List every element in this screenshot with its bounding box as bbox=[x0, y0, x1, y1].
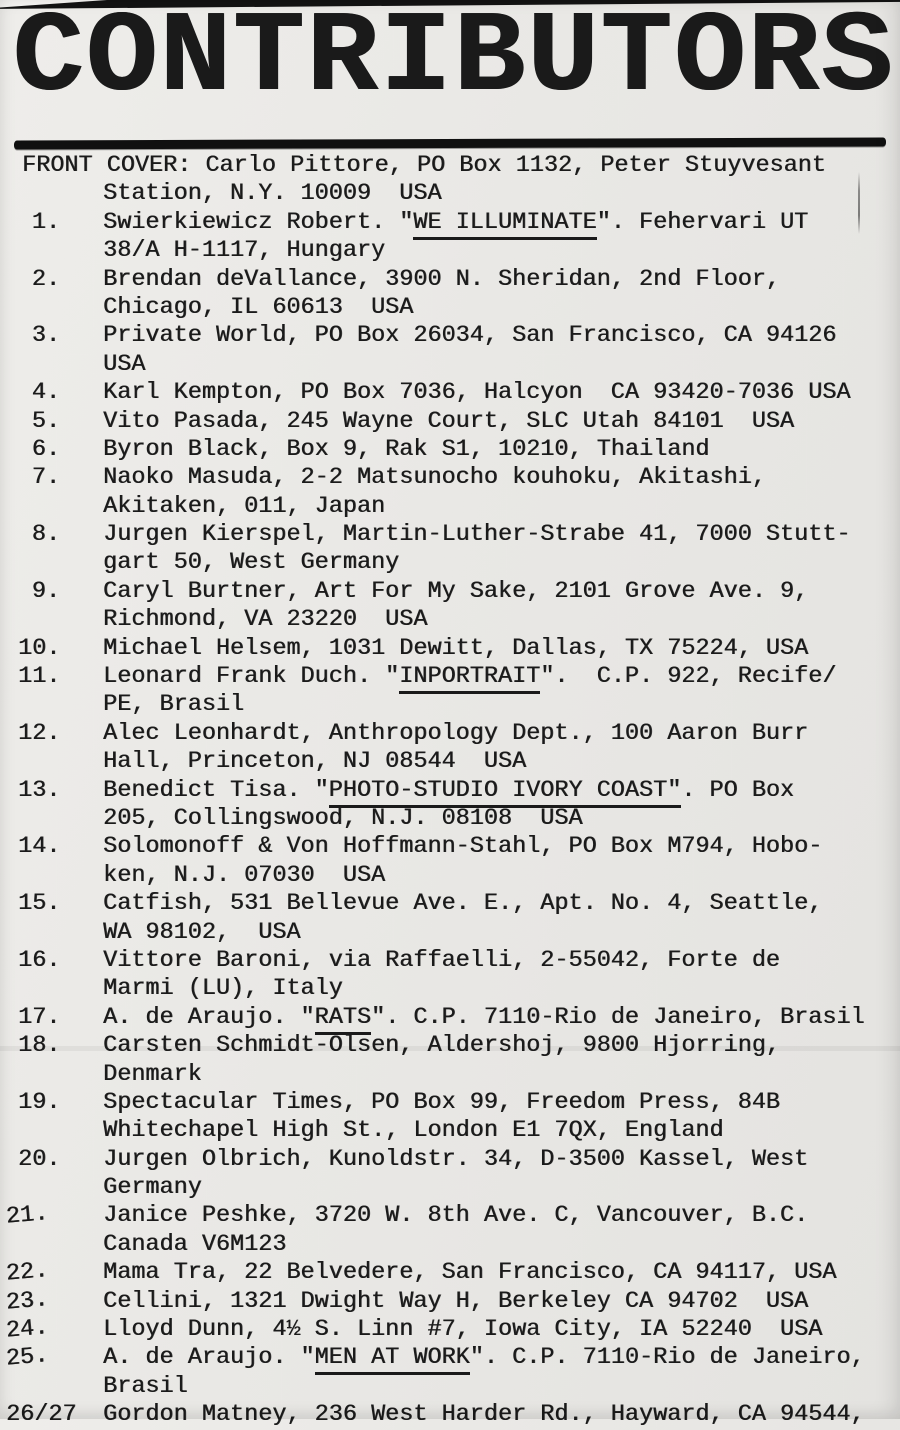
address-line: Hall, Princeton, NJ 08544 USA bbox=[103, 748, 527, 776]
address-line: Vittore Baroni, via Raffaelli, 2-55042, Forte de bbox=[103, 946, 780, 974]
entry-number: 17. bbox=[18, 1003, 61, 1031]
entry-number: 21. bbox=[4, 1200, 50, 1232]
contributor-entry bbox=[0, 1032, 900, 1089]
entry-number: 18. bbox=[18, 1032, 61, 1060]
address-line: PE, Brasil bbox=[103, 691, 245, 719]
title-divider-rule bbox=[14, 137, 886, 149]
contributor-entry bbox=[0, 635, 900, 663]
contributor-entry bbox=[0, 947, 900, 1004]
contributor-entry bbox=[0, 1316, 900, 1344]
address-line: Karl Kempton, PO Box 7036, Halcyon CA 93420-7036 USA bbox=[103, 379, 851, 407]
address-line: Caryl Burtner, Art For My Sake, 2101 Grove Ave. 9, bbox=[103, 577, 809, 605]
entry-number: 24. bbox=[4, 1314, 50, 1345]
entry-number: 3. bbox=[31, 322, 60, 350]
contributor-entry bbox=[0, 1004, 900, 1032]
address-line: A. de Araujo. "MEN AT WORK". C.P. 7110-Rio de Janeiro, bbox=[103, 1344, 900, 1372]
address-line: Brasil bbox=[103, 1372, 188, 1400]
address-line: Leonard Frank Duch. "INPORTRAIT". C.P. 922, Recife/ bbox=[103, 663, 900, 691]
entry-number: 16. bbox=[18, 946, 61, 974]
address-line: Catfish, 531 Bellevue Ave. E., Apt. No. 4, Seattle, bbox=[103, 890, 823, 918]
address-line: Whitechapel High St., London E1 7QX, England bbox=[103, 1117, 724, 1145]
contributor-entry bbox=[0, 1285, 900, 1317]
address-line: ken, N.J. 07030 USA bbox=[103, 861, 386, 889]
contributor-entry bbox=[0, 408, 900, 436]
entry-number: 9. bbox=[31, 577, 60, 605]
entry-number: 2. bbox=[31, 265, 60, 293]
contributor-entry bbox=[0, 266, 900, 323]
address-line: Lloyd Dunn, 4½ S. Linn #7, Iowa City, IA 52240 USA bbox=[103, 1316, 823, 1344]
address-line: Janice Peshke, 3720 W. 8th Ave. C, Vancouver, B.C. bbox=[103, 1202, 809, 1230]
entry-number: 11. bbox=[18, 663, 61, 691]
address-line: Naoko Masuda, 2-2 Matsunocho kouhoku, Akitashi, bbox=[103, 464, 766, 492]
entry-number: 22. bbox=[4, 1257, 50, 1289]
contributor-entry bbox=[0, 1146, 900, 1203]
contributor-entry bbox=[0, 209, 900, 266]
entry-number: 13. bbox=[18, 776, 61, 804]
address-line: Jurgen Kierspel, Martin-Luther-Strabe 41, 7000 Stutt- bbox=[103, 521, 851, 549]
contributor-entry bbox=[0, 1259, 900, 1287]
address-line: WA 98102, USA bbox=[103, 918, 301, 946]
entry-number: 19. bbox=[18, 1088, 61, 1116]
entry-number: 12. bbox=[18, 719, 61, 747]
address-line: Michael Helsem, 1031 Dewitt, Dallas, TX 75224, USA bbox=[103, 634, 809, 662]
contributor-entry bbox=[0, 578, 900, 635]
address-line: Denmark bbox=[103, 1060, 202, 1088]
address-line: Jurgen Olbrich, Kunoldstr. 34, D-3500 Kassel, West bbox=[103, 1145, 809, 1173]
entry-number: 5. bbox=[31, 407, 60, 435]
contributor-entry bbox=[0, 833, 900, 890]
entry-number: 20. bbox=[18, 1145, 61, 1173]
entry-number: 23. bbox=[4, 1285, 50, 1317]
address-line: FRONT COVER: Carlo Pittore, PO Box 1132, Peter Stuyvesant bbox=[22, 152, 826, 179]
contributor-list bbox=[0, 152, 900, 1430]
address-line: USA bbox=[103, 350, 146, 378]
address-line: Alec Leonhardt, Anthropology Dept., 100 Aaron Burr bbox=[103, 719, 809, 747]
contributor-entry bbox=[0, 890, 900, 947]
address-line: Swierkiewicz Robert. "WE ILLUMINATE". Fehervari UT bbox=[103, 209, 900, 237]
address-line: Carsten Schmidt-Olsen, Aldershoj, 9800 Hjorring, bbox=[103, 1032, 780, 1060]
contributor-entry bbox=[0, 379, 900, 407]
entry-number: 10. bbox=[18, 634, 61, 662]
entry-number: 14. bbox=[18, 833, 61, 861]
entry-number: 26/27 bbox=[6, 1401, 77, 1429]
address-line: Mama Tra, 22 Belvedere, San Francisco, CA 94117, USA bbox=[103, 1259, 837, 1287]
entry-number: 1. bbox=[31, 208, 60, 236]
contributor-entry bbox=[0, 521, 900, 578]
contributor-entry bbox=[0, 436, 900, 464]
page-title: CONTRIBUTORS bbox=[12, 0, 895, 125]
address-line: Private World, PO Box 26034, San Francisco, CA 94126 bbox=[103, 322, 837, 350]
address-line: Station, N.Y. 10009 USA bbox=[103, 180, 442, 208]
address-line: Chicago, IL 60613 USA bbox=[103, 293, 414, 321]
contributor-entry-front-cover bbox=[0, 152, 900, 209]
contributor-entry bbox=[0, 720, 900, 777]
address-line: gart 50, West Germany bbox=[103, 549, 400, 577]
entry-number: 7. bbox=[31, 464, 60, 492]
address-line: 38/A H-1117, Hungary bbox=[103, 237, 386, 265]
address-line: Gordon Matney, 236 West Harder Rd., Hayward, CA 94544, bbox=[103, 1401, 865, 1429]
contributor-entry bbox=[0, 1344, 900, 1401]
entry-number: 6. bbox=[31, 435, 60, 463]
contributor-entry bbox=[0, 663, 900, 720]
address-line: Vito Pasada, 245 Wayne Court, SLC Utah 84101 USA bbox=[103, 407, 795, 435]
address-line: Germany bbox=[103, 1174, 202, 1202]
contributor-entry bbox=[0, 1089, 900, 1146]
entry-number: 15. bbox=[18, 890, 61, 918]
address-line: Benedict Tisa. "PHOTO-STUDIO IVORY COAST". PO Box bbox=[103, 777, 900, 805]
contributor-entry bbox=[0, 464, 900, 521]
contributor-entry bbox=[0, 1401, 900, 1429]
address-line: 205, Collingswood, N.J. 08108 USA bbox=[103, 804, 583, 832]
address-line: Akitaken, 011, Japan bbox=[103, 492, 386, 520]
address-line: Richmond, VA 23220 USA bbox=[103, 606, 428, 634]
entry-number: 25. bbox=[4, 1342, 50, 1374]
contributor-entry bbox=[0, 322, 900, 379]
address-line: Brendan deVallance, 3900 N. Sheridan, 2nd Floor, bbox=[103, 265, 780, 293]
entry-number: 4. bbox=[31, 379, 60, 407]
address-line: Marmi (LU), Italy bbox=[103, 975, 343, 1003]
entry-number: 8. bbox=[31, 521, 60, 549]
address-line: Spectacular Times, PO Box 99, Freedom Press, 84B bbox=[103, 1088, 780, 1116]
address-line: A. de Araujo. "RATS". C.P. 7110-Rio de Janeiro, Brasil bbox=[103, 1004, 900, 1032]
address-line: Byron Black, Box 9, Rak S1, 10210, Thailand bbox=[103, 435, 710, 463]
address-line: Canada V6M123 bbox=[103, 1230, 287, 1258]
address-line: Solomonoff & Von Hoffmann-Stahl, PO Box M794, Hobo- bbox=[103, 833, 823, 861]
contributor-entry bbox=[0, 777, 900, 834]
address-line: Cellini, 1321 Dwight Way H, Berkeley CA 94702 USA bbox=[103, 1287, 809, 1315]
contributor-entry bbox=[0, 1202, 900, 1259]
